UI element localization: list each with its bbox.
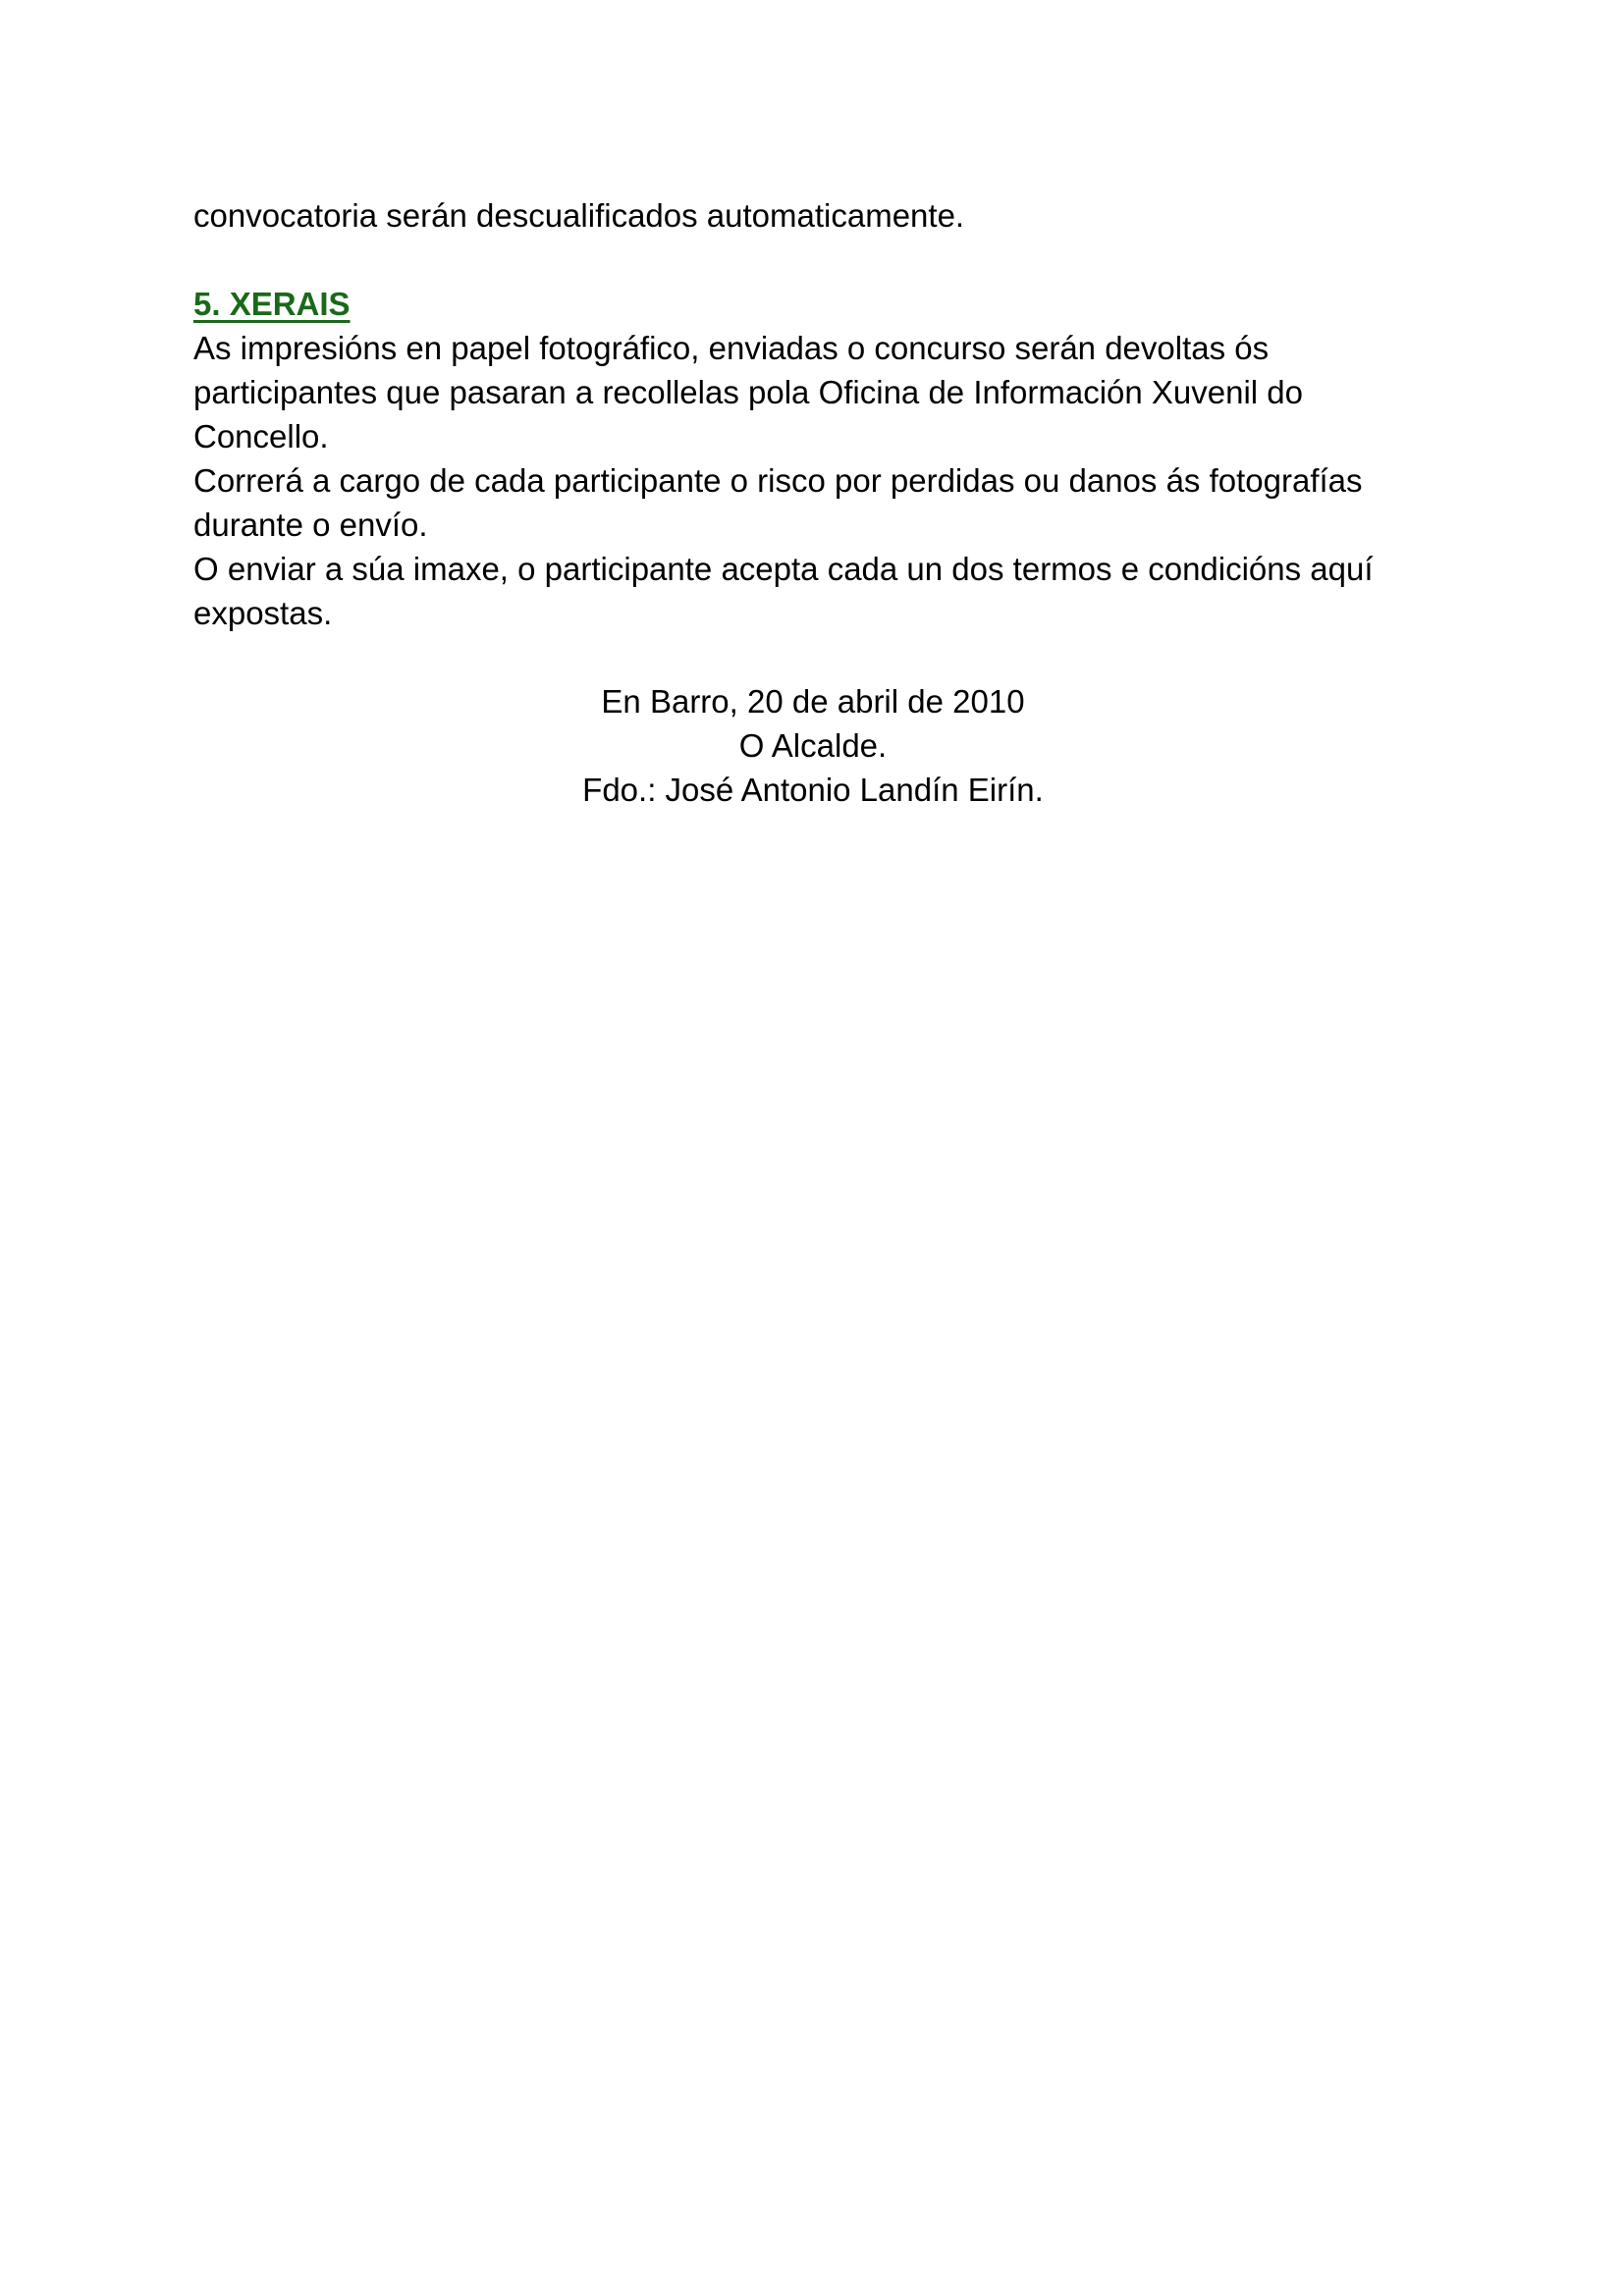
blank-line [193,635,1433,679]
section-heading-xerais: 5. XERAIS [193,286,351,322]
paragraph-terms [193,547,1433,635]
paragraph-line: durante o envío. [193,507,428,543]
document-content [193,193,1433,812]
closing-signature: Fdo.: José Antonio Landín Eirín. [582,772,1044,808]
paragraph-line: expostas. [193,595,333,631]
paragraph-risk [193,458,1433,547]
closing-signer-title: O Alcalde. [738,727,888,764]
paragraph-line: As impresións en papel fotográfico, enviadas o concurso serán devoltas ós [193,330,1270,366]
paragraph-line: Correrá a cargo de cada participante o risco por perdidas ou danos ás fotografías [193,462,1363,499]
paragraph-line: Concello. [193,418,329,454]
paragraph-line: O enviar a súa imaxe, o participante acepta cada un dos termos e condicións aquí [193,551,1374,587]
paragraph-returns [193,326,1433,458]
paragraph-intro-fragment: convocatoria serán descualificados automaticamente. [193,197,965,234]
blank-line [193,238,1433,282]
paragraph-line: participantes que pasaran a recollelas pola Oficina de Información Xuvenil do [193,374,1304,410]
closing-block [193,679,1433,812]
closing-place-date: En Barro, 20 de abril de 2010 [601,683,1025,720]
